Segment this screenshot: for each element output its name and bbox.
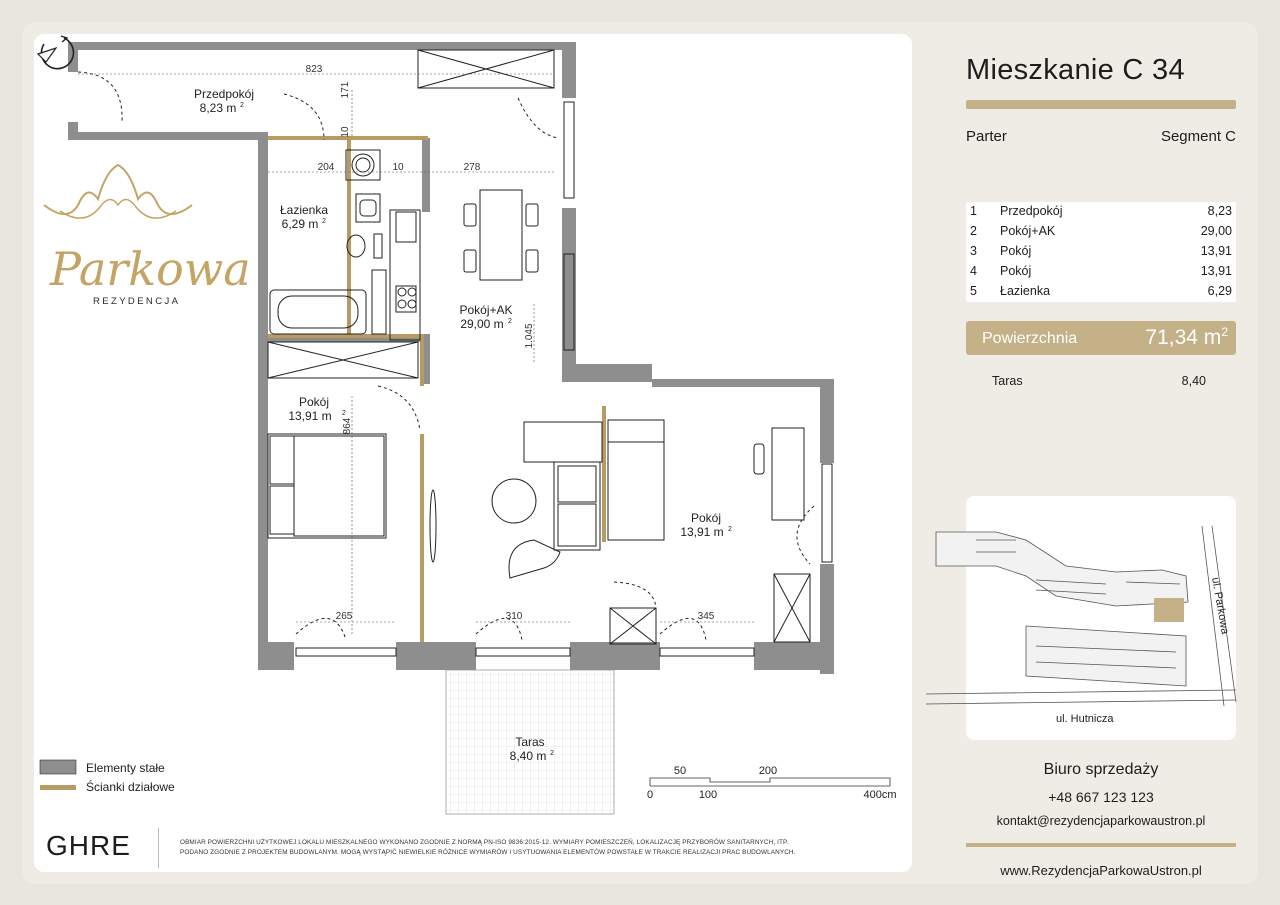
sup-living: 2: [508, 318, 512, 325]
dim-1045: 1.045: [524, 323, 535, 349]
terrace-row: [992, 374, 1206, 388]
website-link[interactable]: www.RezydencjaParkowaUstron.pl: [1000, 863, 1202, 878]
developer-logo: GHRE: [46, 830, 131, 861]
disclaimer-line-1: OBMIAR POWIERZCHNI UŻYTKOWEJ LOKALU MIESZKALNEGO WYKONANO ZGODNIE Z NORMĄ PN-ISO 9836:2015-12. WYMIARY POMIESZCZEŃ, LOKALIZACJĘ PRZYBORÓW SANITARNYCH, ITP.: [180, 839, 789, 846]
room-number: 2: [970, 224, 977, 238]
scale-200: 200: [758, 765, 778, 777]
floor-plan-card: [34, 34, 912, 872]
total-area-bar: [966, 321, 1236, 355]
legend-fixed-label: Elementy stałe: [86, 761, 165, 775]
crown-logo-icon: [40, 165, 251, 296]
brand-logo: [40, 165, 251, 315]
site-map: [966, 496, 1236, 740]
total-area-label: Powierzchnia: [982, 330, 1078, 347]
dim-864: 864: [342, 417, 353, 435]
room-number: 4: [970, 264, 977, 278]
label-living-area: 29,00 m: [460, 317, 504, 331]
legend-partition-label: Ścianki działowe: [86, 780, 175, 794]
segment-label: Segment C: [1160, 128, 1236, 145]
label-terrace-area: 8,40 m: [509, 749, 547, 763]
total-area-value: [1145, 325, 1228, 350]
room-name: Przedpokój: [1000, 204, 1063, 218]
dim-265: 265: [335, 611, 353, 622]
label-terrace: Taras: [515, 735, 545, 749]
room-number: 3: [970, 244, 977, 258]
room-area: 13,91: [1200, 244, 1232, 258]
sup-room-left: 2: [342, 410, 346, 417]
room-table: [966, 202, 1236, 302]
sales-office: [966, 761, 1236, 828]
info-panel: [966, 34, 1236, 878]
dim-345: 345: [697, 611, 715, 622]
apartment-title: Mieszkanie C 34: [966, 54, 1185, 86]
room-row: [966, 222, 1236, 242]
room-row: [966, 282, 1236, 302]
disclaimer-line-2: PODANO ZGODNIE Z PROJEKTEM BUDOWLANYM. MOGĄ WYSTĄPIĆ NIEWIELKIE RÓŻNICE WYMIARÓW I USYTUOWANIA ELEMENTÓW POWSTAŁE W TRAKCIE REALIZACJI PRAC BUDOWLANYCH.: [180, 849, 796, 856]
disclaimer: [180, 838, 900, 858]
room-row: [966, 262, 1236, 282]
dim-10a: 10: [340, 126, 351, 138]
sup-room-right: 2: [728, 526, 732, 533]
room-name: Pokój: [1000, 244, 1032, 258]
sup-terrace: 2: [550, 750, 554, 757]
label-bath: Łazienka: [279, 203, 329, 217]
dim-310: 310: [505, 611, 523, 622]
room-area: 6,29: [1207, 284, 1232, 298]
terrace-label: Taras: [992, 374, 1023, 388]
scale-400: 400cm: [863, 789, 897, 801]
scale-0: 0: [646, 789, 654, 801]
label-room-right: Pokój: [690, 511, 722, 525]
scale-50: 50: [673, 765, 687, 777]
floor-plan: [34, 34, 912, 872]
label-room-right-area: 13,91 m: [680, 525, 724, 539]
label-room-left: Pokój: [298, 395, 330, 409]
brand-subtitle: REZYDENCJA: [93, 296, 181, 307]
office-title: Biuro sprzedaży: [1043, 761, 1159, 778]
room-area: 8,23: [1207, 204, 1232, 218]
room-row: [966, 242, 1236, 262]
room-name: Pokój+AK: [1000, 224, 1056, 238]
legend-partition-swatch: [40, 785, 76, 790]
dim-278: 278: [463, 162, 481, 173]
office-phone[interactable]: +48 667 123 123: [1048, 789, 1154, 805]
floor-label: Parter: [966, 128, 1007, 145]
compass-icon: [34, 34, 80, 74]
dim-10b: 10: [392, 162, 404, 173]
label-hall-area: 8,23 m: [199, 101, 237, 115]
brand-name: Parkowa: [50, 242, 251, 296]
office-email[interactable]: kontakt@rezydencjaparkowaustron.pl: [996, 814, 1206, 828]
label-hall: Przedpokój: [193, 87, 255, 101]
room-number: 1: [970, 204, 977, 218]
scale-bar: [650, 778, 890, 786]
label-room-left-area: 13,91 m: [288, 409, 332, 423]
map-street-parkowa: ul. Parkowa: [1209, 576, 1231, 636]
dim-171: 171: [340, 81, 351, 99]
dim-204: 204: [317, 162, 335, 173]
label-bath-area: 6,29 m: [281, 217, 319, 231]
room-number: 5: [970, 284, 977, 298]
walls: [68, 42, 834, 674]
sup-bath: 2: [322, 218, 326, 225]
terrace-area: 8,40: [1181, 374, 1206, 388]
room-name: Pokój: [1000, 264, 1032, 278]
legend-fixed-swatch: [40, 760, 76, 774]
site-map-drawing: [966, 496, 1236, 740]
title-underline: [966, 100, 1236, 109]
total-area-unit: 2: [1221, 325, 1228, 339]
map-street-hutnicza: ul. Hutnicza: [1056, 713, 1114, 725]
footer-line: [966, 843, 1236, 847]
divider: [158, 828, 159, 868]
room-area: 13,91: [1200, 264, 1232, 278]
room-row: [966, 202, 1236, 222]
room-name: Łazienka: [1000, 284, 1051, 298]
sup-hall: 2: [240, 102, 244, 109]
dim-823: 823: [305, 64, 323, 75]
total-area-number: 71,34 m: [1145, 326, 1222, 349]
room-area: 29,00: [1200, 224, 1232, 238]
scale-100: 100: [698, 789, 718, 801]
label-living: Pokój+AK: [459, 303, 513, 317]
